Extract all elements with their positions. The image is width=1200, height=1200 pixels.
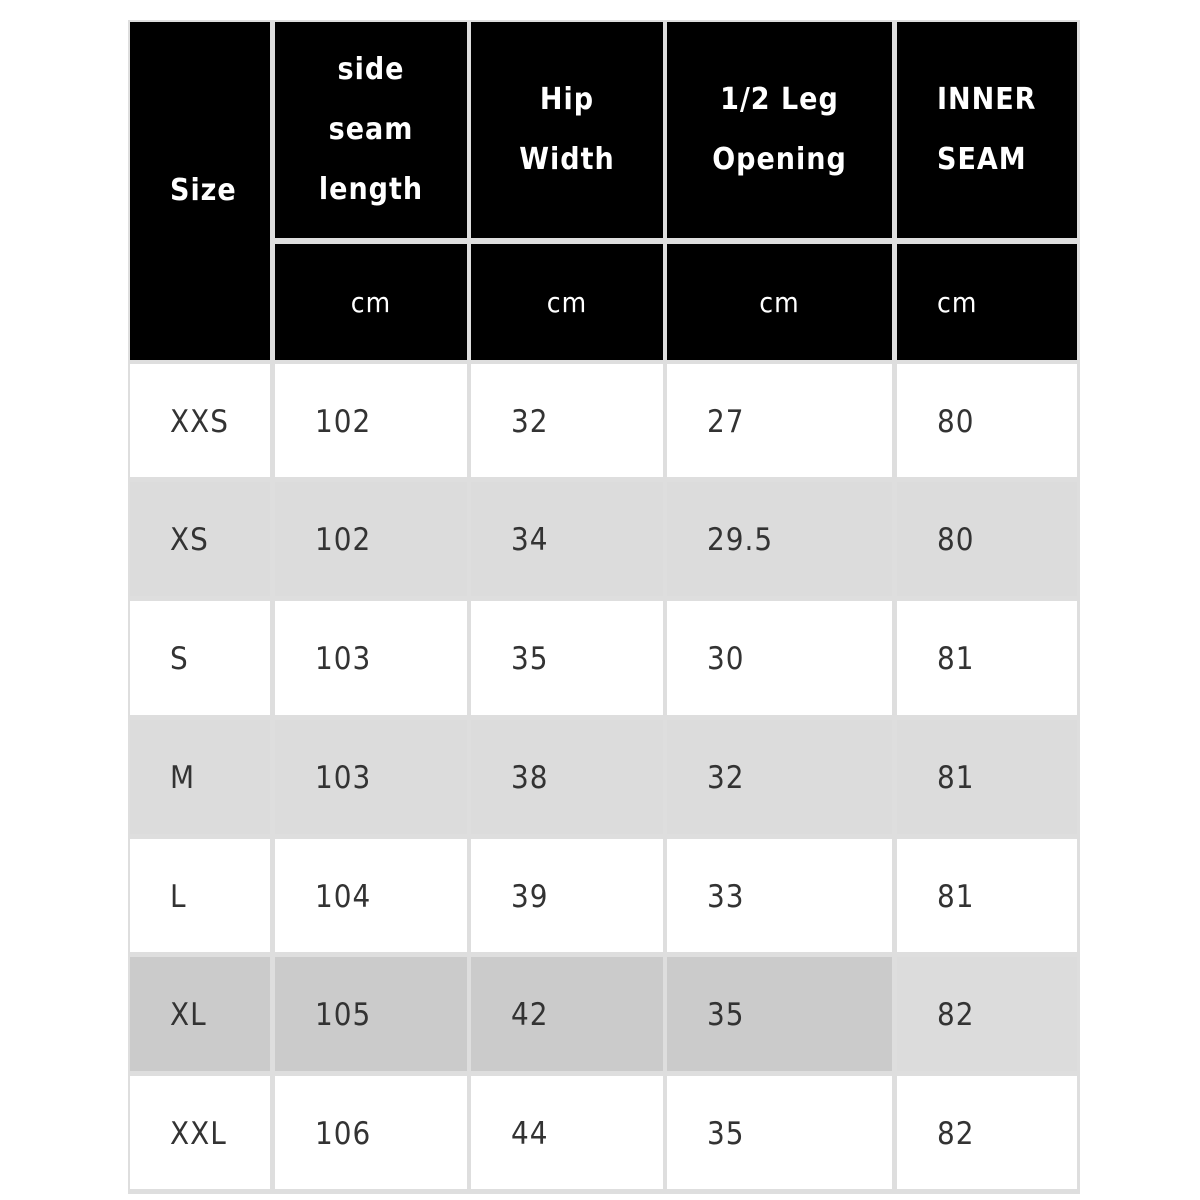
table-cell-hip-width: 32 xyxy=(471,364,663,477)
unit-side-seam-length: cm xyxy=(275,244,467,360)
table-cell-leg-opening: 30 xyxy=(667,601,892,715)
table-cell-size: S xyxy=(130,601,270,715)
table-cell-inner-seam: 82 xyxy=(897,957,1077,1071)
table-cell-inner-seam: 80 xyxy=(897,364,1077,477)
table-cell-size: XL xyxy=(130,957,270,1071)
header-inner-seam: INNER SEAM xyxy=(897,22,1077,238)
table-cell-hip-width: 39 xyxy=(471,839,663,952)
table-cell-leg-opening: 33 xyxy=(667,839,892,952)
table-cell-leg-opening: 35 xyxy=(667,1076,892,1189)
table-cell-side-seam-length: 104 xyxy=(275,839,467,952)
table-cell-hip-width: 38 xyxy=(471,720,663,834)
header-size: Size xyxy=(130,22,270,360)
table-cell-inner-seam: 81 xyxy=(897,720,1077,834)
table-cell-size: L xyxy=(130,839,270,952)
table-cell-leg-opening: 29.5 xyxy=(667,482,892,596)
header-leg-opening: 1/2 Leg Opening xyxy=(667,22,892,238)
table-cell-hip-width: 35 xyxy=(471,601,663,715)
unit-inner-seam: cm xyxy=(897,244,1077,360)
table-cell-side-seam-length: 105 xyxy=(275,957,467,1071)
unit-leg-opening: cm xyxy=(667,244,892,360)
table-cell-side-seam-length: 106 xyxy=(275,1076,467,1189)
table-cell-inner-seam: 82 xyxy=(897,1076,1077,1189)
table-cell-leg-opening: 32 xyxy=(667,720,892,834)
table-cell-inner-seam: 80 xyxy=(897,482,1077,596)
table-cell-size: XS xyxy=(130,482,270,596)
header-side-seam-length: side seam length xyxy=(275,22,467,238)
header-hip-width: Hip Width xyxy=(471,22,663,238)
table-cell-side-seam-length: 103 xyxy=(275,720,467,834)
table-cell-side-seam-length: 102 xyxy=(275,364,467,477)
table-cell-hip-width: 44 xyxy=(471,1076,663,1189)
table-cell-size: XXL xyxy=(130,1076,270,1189)
table-cell-size: M xyxy=(130,720,270,834)
size-chart-table xyxy=(128,20,1080,1194)
table-cell-inner-seam: 81 xyxy=(897,601,1077,715)
table-cell-size: XXS xyxy=(130,364,270,477)
table-cell-leg-opening: 35 xyxy=(667,957,892,1071)
table-cell-hip-width: 42 xyxy=(471,957,663,1071)
table-cell-inner-seam: 81 xyxy=(897,839,1077,952)
table-cell-side-seam-length: 102 xyxy=(275,482,467,596)
table-cell-hip-width: 34 xyxy=(471,482,663,596)
unit-hip-width: cm xyxy=(471,244,663,360)
table-cell-side-seam-length: 103 xyxy=(275,601,467,715)
table-cell-leg-opening: 27 xyxy=(667,364,892,477)
